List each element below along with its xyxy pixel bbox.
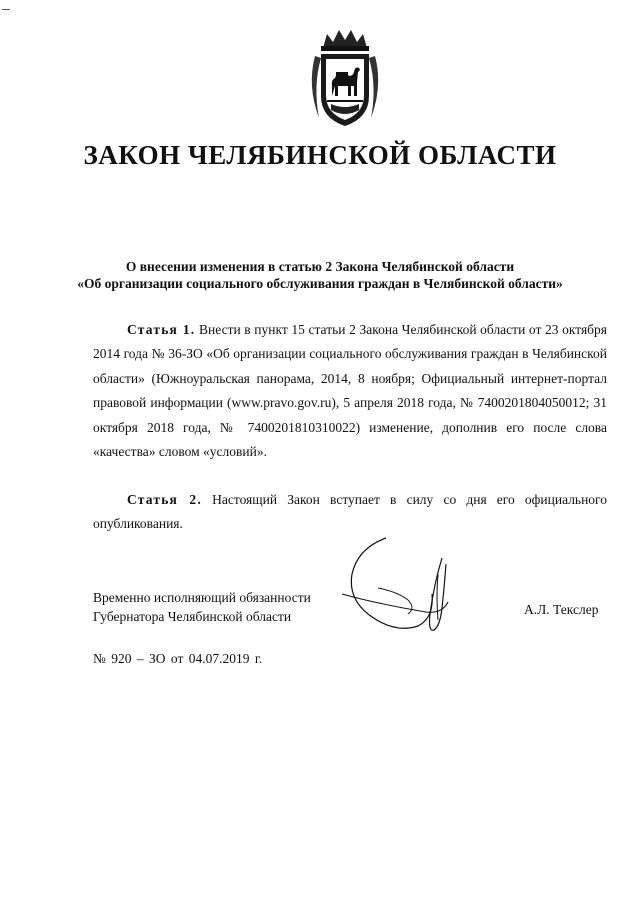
document-subtitle	[60, 258, 580, 292]
article-1	[93, 318, 607, 464]
coat-of-arms-icon	[305, 26, 385, 130]
article-2	[93, 488, 607, 537]
signatory-title-line-2: Губернатора Челябинской области	[93, 609, 292, 624]
article-1-text: Внести в пункт 15 статьи 2 Закона Челябинской области от 23 октября 2014 года № 36-ЗО «Об организации социального обслуживания граждан в Челябинской области» (Южноуральская панорама, 2014, 8 ноября; Официальный интернет-портал правовой информации (www.pravo.gov.ru), 5 апреля 2018 года, № 7400201804050012; 31 октября 2018 года, № 7400201810310022) изменение, дополнив его после слова «качества» словом «условий».	[93, 322, 607, 460]
article-2-text: Настоящий Закон вступает в силу со дня его официального опубликования.	[93, 492, 608, 532]
law-number: № 920 – ЗО от 04.07.2019 г.	[93, 651, 263, 666]
article-2-label: Статья 2.	[127, 492, 202, 507]
signatory-title	[93, 588, 311, 626]
subtitle-line-2: «Об организации социального обслуживания граждан в Челябинской области»	[77, 276, 563, 291]
signatory-title-line-1: Временно исполняющий обязанности	[93, 590, 311, 605]
article-1-label: Статья 1.	[127, 322, 196, 337]
document-title: ЗАКОН ЧЕЛЯБИНСКОЙ ОБЛАСТИ	[83, 140, 557, 170]
subtitle-line-1: О внесении изменения в статью 2 Закона Челябинской области	[125, 259, 515, 274]
scan-mark	[2, 9, 10, 10]
signature-icon	[338, 534, 458, 644]
signatory-name: А.Л. Текслер	[524, 602, 599, 617]
